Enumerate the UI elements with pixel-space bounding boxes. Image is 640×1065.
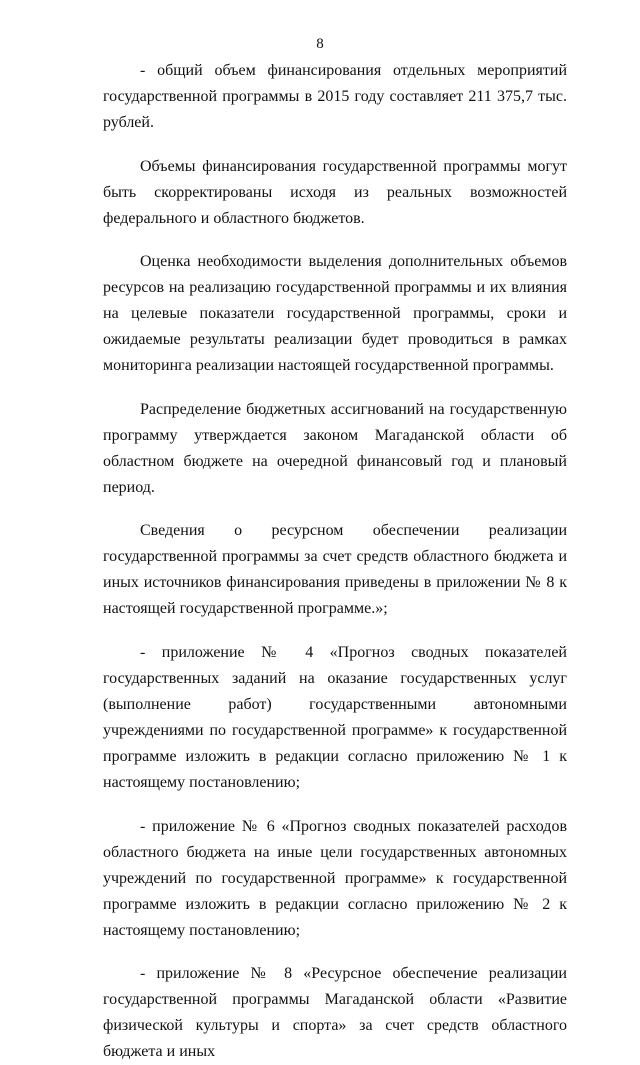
page-number: 8 [316,36,324,52]
document-body [103,58,567,1065]
paragraph-budget-allocation: Распределение бюджетных ассигнований на государственную программу утверждается законом Магаданской области об областном бюджете на очередной финансовый год и плановый период. [103,400,567,496]
paragraph-appendix-4: - приложение № 4 «Прогноз сводных показателей государственных заданий на оказание государственных услуг (выполнение работ) государственными автономными учреждениями по государственной программе» к государственной программе изложить в редакции согласно приложению № 1 к настоящему постановлению; [103,643,567,791]
paragraph-appendix-8: - приложение № 8 «Ресурсное обеспечение реализации государственной программы Магаданской области «Развитие физической культуры и спорта» за счет средств областного бюджета и иных [103,965,567,1061]
paragraph-additional-resources: Оценка необходимости выделения дополнительных объемов ресурсов на реализацию государственной программы и их влияния на целевые показатели государственной программы, сроки и ожидаемые результаты реализации будет проводиться в рамках мониторинга реализации настоящей государственной программы. [103,253,567,375]
paragraph-funding-adjustment: Объемы финансирования государственной программы могут быть скорректированы исходя из реальных возможностей федерального и областного бюджетов. [103,157,567,227]
paragraph-resource-info: Сведения о ресурсном обеспечении реализации государственной программы за счет средств областного бюджета и иных источников финансирования приведены в приложении № 8 к настоящей государственной программе.»; [103,522,567,618]
paragraph-appendix-6: - приложение № 6 «Прогноз сводных показателей расходов областного бюджета на иные цели государственных автономных учреждений по государственной программе» к государственной программе изложить в редакции согласно приложению № 2 к настоящему постановлению; [103,817,567,939]
paragraph-funding-2015: - общий объем финансирования отдельных мероприятий государственной программы в 2015 году составляет 211 375,7 тыс. рублей. [103,62,567,131]
